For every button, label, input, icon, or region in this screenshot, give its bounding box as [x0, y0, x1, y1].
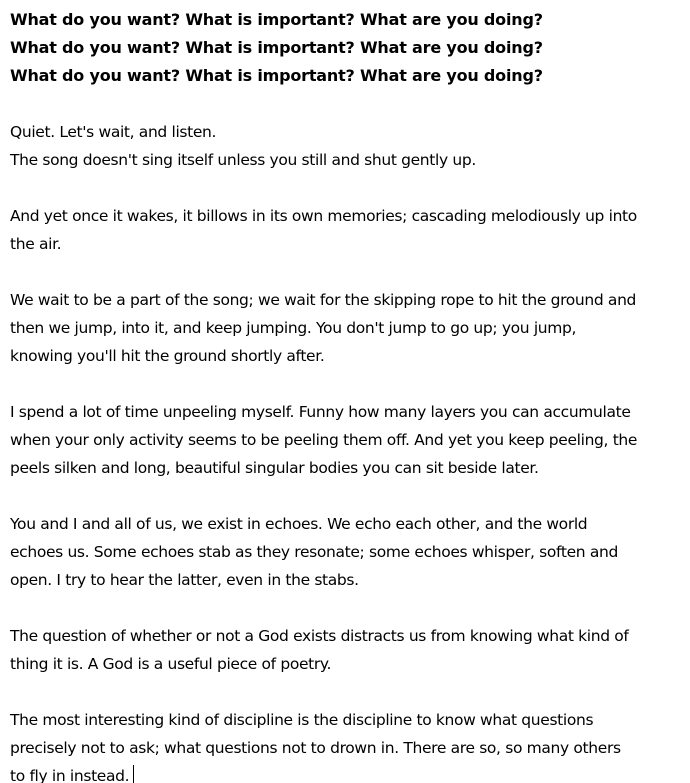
paragraph-line: when your only activity seems to be peeling them off. And yet you keep peeling, the [10, 431, 638, 449]
paragraph [10, 398, 690, 482]
text-cursor [133, 765, 134, 783]
paragraph-line: The most interesting kind of discipline is the discipline to know what questions [10, 711, 594, 729]
paragraph [10, 118, 690, 174]
paragraph-line-text: to fly in instead. [10, 767, 130, 783]
paragraph-line: thing it is. A God is a useful piece of poetry. [10, 655, 332, 673]
paragraph-line: the air. [10, 235, 62, 253]
paragraph-line: precisely not to ask; what questions not to drown in. There are so, so many others [10, 739, 621, 757]
paragraph-line: open. I try to hear the latter, even in the stabs. [10, 571, 359, 589]
paragraph [10, 286, 690, 370]
paragraph-line: And yet once it wakes, it billows in its own memories; cascading melodiously up into [10, 207, 637, 225]
paragraph-line-last [10, 762, 690, 783]
heading-line: What do you want? What is important? What are you doing? [10, 66, 543, 85]
document-text-area[interactable] [10, 6, 690, 783]
paragraph-line: We wait to be a part of the song; we wait for the skipping rope to hit the ground and [10, 291, 637, 309]
paragraph-line: Quiet. Let's wait, and listen. [10, 123, 217, 141]
heading-line: What do you want? What is important? What are you doing? [10, 10, 543, 29]
paragraph-line: echoes us. Some echoes stab as they resonate; some echoes whisper, soften and [10, 543, 618, 561]
paragraph [10, 202, 690, 258]
paragraph-line: then we jump, into it, and keep jumping. You don't jump to go up; you jump, [10, 319, 577, 337]
paragraph [10, 622, 690, 678]
heading-line: What do you want? What is important? What are you doing? [10, 38, 543, 57]
paragraph-line: The song doesn't sing itself unless you still and shut gently up. [10, 151, 476, 169]
paragraph-line: peels silken and long, beautiful singular bodies you can sit beside later. [10, 459, 539, 477]
paragraph [10, 510, 690, 594]
paragraph [10, 706, 690, 783]
paragraph-line: You and I and all of us, we exist in echoes. We echo each other, and the world [10, 515, 588, 533]
paragraph-line: knowing you'll hit the ground shortly after. [10, 347, 325, 365]
paragraph-line: The question of whether or not a God exists distracts us from knowing what kind of [10, 627, 629, 645]
paragraph-line: I spend a lot of time unpeeling myself. Funny how many layers you can accumulate [10, 403, 631, 421]
